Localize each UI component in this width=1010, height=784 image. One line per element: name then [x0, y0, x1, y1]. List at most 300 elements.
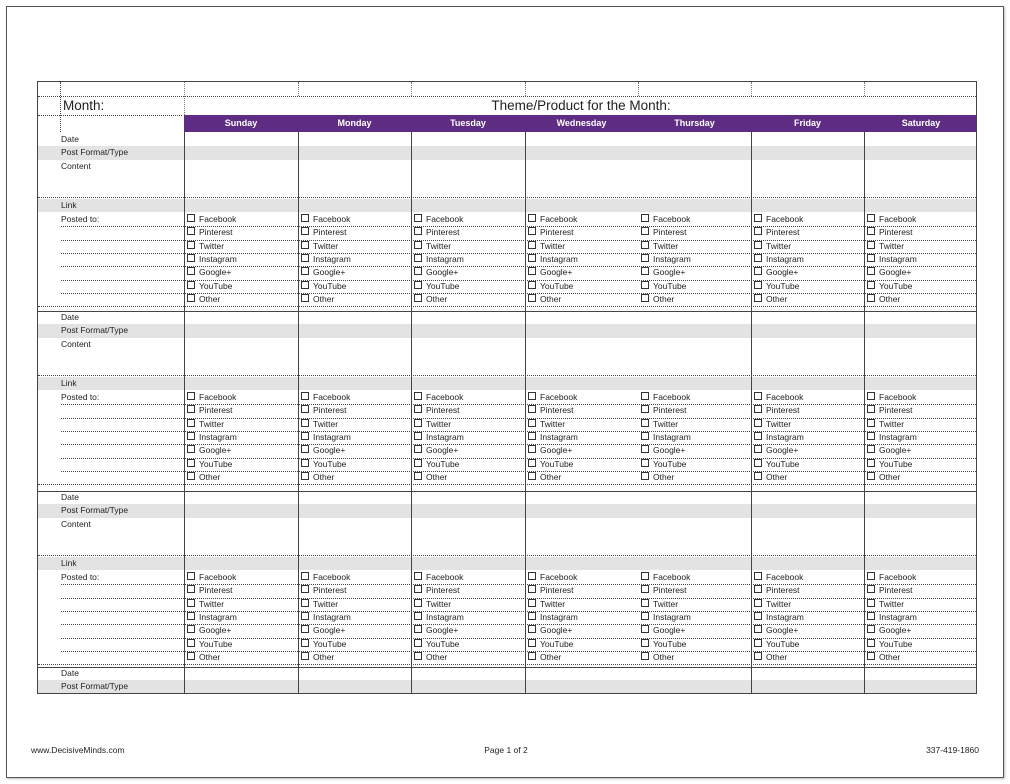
- checkbox-other[interactable]: [754, 293, 787, 306]
- checkbox-square-icon[interactable]: [187, 459, 195, 467]
- checkbox-square-icon[interactable]: [754, 419, 762, 427]
- checkbox-square-icon[interactable]: [641, 585, 649, 593]
- checkbox-square-icon[interactable]: [867, 639, 875, 647]
- checkbox-label: Twitter: [653, 418, 679, 429]
- checkbox-square-icon[interactable]: [187, 639, 195, 647]
- checkbox-other[interactable]: [187, 471, 220, 484]
- checkbox-square-icon[interactable]: [187, 599, 195, 607]
- checkbox-square-icon[interactable]: [414, 214, 422, 222]
- checkbox-square-icon[interactable]: [301, 599, 309, 607]
- checkbox-square-icon[interactable]: [301, 639, 309, 647]
- checkbox-youtube[interactable]: [301, 280, 346, 293]
- checkbox-other[interactable]: [641, 293, 674, 306]
- checkbox-square-icon[interactable]: [528, 214, 536, 222]
- checkbox-square-icon[interactable]: [414, 419, 422, 427]
- checkbox-youtube[interactable]: [187, 458, 232, 471]
- checkbox-square-icon[interactable]: [414, 459, 422, 467]
- checkbox-facebook[interactable]: [414, 391, 463, 404]
- checkbox-facebook[interactable]: [754, 571, 803, 584]
- checkbox-square-icon[interactable]: [187, 572, 195, 580]
- checkbox-google-plus[interactable]: [641, 266, 685, 279]
- checkbox-square-icon[interactable]: [187, 652, 195, 660]
- checkbox-other[interactable]: [867, 293, 900, 306]
- checkbox-square-icon[interactable]: [528, 599, 536, 607]
- checkbox-twitter[interactable]: [187, 598, 224, 611]
- checkbox-youtube[interactable]: [528, 458, 573, 471]
- checkbox-facebook[interactable]: [641, 213, 690, 226]
- checkbox-instagram[interactable]: [414, 611, 464, 624]
- checkbox-square-icon[interactable]: [301, 227, 309, 235]
- checkbox-facebook[interactable]: [528, 571, 577, 584]
- checkbox-youtube[interactable]: [187, 638, 232, 651]
- checkbox-youtube[interactable]: [414, 280, 459, 293]
- checkbox-square-icon[interactable]: [641, 405, 649, 413]
- checkbox-square-icon[interactable]: [187, 419, 195, 427]
- checkbox-pinterest[interactable]: [867, 404, 913, 417]
- checkbox-square-icon[interactable]: [754, 472, 762, 480]
- checkbox-square-icon[interactable]: [528, 294, 536, 302]
- checkbox-square-icon[interactable]: [528, 281, 536, 289]
- checkbox-square-icon[interactable]: [301, 392, 309, 400]
- checkbox-pinterest[interactable]: [187, 226, 233, 239]
- checkbox-square-icon[interactable]: [414, 254, 422, 262]
- checkbox-facebook[interactable]: [528, 213, 577, 226]
- checkbox-pinterest[interactable]: [301, 584, 347, 597]
- checkbox-square-icon[interactable]: [528, 459, 536, 467]
- checkbox-square-icon[interactable]: [414, 267, 422, 275]
- checkbox-youtube[interactable]: [641, 280, 686, 293]
- checkbox-pinterest[interactable]: [414, 404, 460, 417]
- checkbox-instagram[interactable]: [754, 431, 804, 444]
- checkbox-instagram[interactable]: [301, 253, 351, 266]
- checkbox-square-icon[interactable]: [414, 294, 422, 302]
- checkbox-square-icon[interactable]: [187, 254, 195, 262]
- checkbox-square-icon[interactable]: [867, 625, 875, 633]
- checkbox-square-icon[interactable]: [301, 612, 309, 620]
- checkbox-square-icon[interactable]: [867, 392, 875, 400]
- checkbox-youtube[interactable]: [867, 638, 912, 651]
- checkbox-square-icon[interactable]: [414, 625, 422, 633]
- checkbox-square-icon[interactable]: [301, 459, 309, 467]
- checkbox-square-icon[interactable]: [187, 227, 195, 235]
- checkbox-instagram[interactable]: [528, 611, 578, 624]
- checkbox-facebook[interactable]: [867, 391, 916, 404]
- checkbox-square-icon[interactable]: [528, 241, 536, 249]
- checkbox-youtube[interactable]: [301, 458, 346, 471]
- checkbox-square-icon[interactable]: [187, 432, 195, 440]
- checkbox-google-plus[interactable]: [414, 266, 458, 279]
- checkbox-other[interactable]: [301, 471, 334, 484]
- checkbox-square-icon[interactable]: [414, 639, 422, 647]
- checkbox-google-plus[interactable]: [414, 444, 458, 457]
- checkbox-youtube[interactable]: [641, 638, 686, 651]
- checkbox-square-icon[interactable]: [414, 572, 422, 580]
- checkbox-youtube[interactable]: [187, 280, 232, 293]
- checkbox-google-plus[interactable]: [754, 266, 798, 279]
- checkbox-twitter[interactable]: [187, 418, 224, 431]
- checkbox-youtube[interactable]: [867, 280, 912, 293]
- checkbox-facebook[interactable]: [301, 391, 350, 404]
- checkbox-square-icon[interactable]: [414, 445, 422, 453]
- checkbox-twitter[interactable]: [301, 418, 338, 431]
- checkbox-pinterest[interactable]: [414, 226, 460, 239]
- checkbox-square-icon[interactable]: [754, 241, 762, 249]
- checkbox-google-plus[interactable]: [528, 444, 572, 457]
- checkbox-facebook[interactable]: [301, 571, 350, 584]
- checkbox-facebook[interactable]: [867, 571, 916, 584]
- checkbox-google-plus[interactable]: [528, 624, 572, 637]
- checkbox-instagram[interactable]: [187, 253, 237, 266]
- checkbox-pinterest[interactable]: [301, 226, 347, 239]
- checkbox-square-icon[interactable]: [867, 241, 875, 249]
- checkbox-google-plus[interactable]: [641, 444, 685, 457]
- checkbox-pinterest[interactable]: [641, 584, 687, 597]
- checkbox-square-icon[interactable]: [528, 612, 536, 620]
- checkbox-pinterest[interactable]: [754, 584, 800, 597]
- checkbox-square-icon[interactable]: [301, 214, 309, 222]
- checkbox-google-plus[interactable]: [867, 266, 911, 279]
- checkbox-google-plus[interactable]: [867, 444, 911, 457]
- checkbox-youtube[interactable]: [301, 638, 346, 651]
- checkbox-square-icon[interactable]: [754, 572, 762, 580]
- checkbox-square-icon[interactable]: [641, 214, 649, 222]
- checkbox-square-icon[interactable]: [754, 652, 762, 660]
- checkbox-pinterest[interactable]: [414, 584, 460, 597]
- checkbox-square-icon[interactable]: [754, 267, 762, 275]
- checkbox-youtube[interactable]: [414, 638, 459, 651]
- checkbox-twitter[interactable]: [414, 240, 451, 253]
- checkbox-other[interactable]: [301, 651, 334, 664]
- checkbox-facebook[interactable]: [754, 391, 803, 404]
- checkbox-instagram[interactable]: [754, 611, 804, 624]
- checkbox-twitter[interactable]: [754, 598, 791, 611]
- label-column-divider: [60, 82, 61, 132]
- checkbox-instagram[interactable]: [301, 431, 351, 444]
- checkbox-twitter[interactable]: [301, 240, 338, 253]
- checkbox-instagram[interactable]: [414, 431, 464, 444]
- checkbox-square-icon[interactable]: [187, 267, 195, 275]
- checkbox-square-icon[interactable]: [414, 472, 422, 480]
- checkbox-square-icon[interactable]: [528, 585, 536, 593]
- checkbox-square-icon[interactable]: [414, 241, 422, 249]
- checkbox-square-icon[interactable]: [414, 281, 422, 289]
- checkbox-other[interactable]: [754, 651, 787, 664]
- content-row-label: Content: [61, 519, 91, 529]
- checkbox-twitter[interactable]: [187, 240, 224, 253]
- checkbox-other[interactable]: [414, 471, 447, 484]
- checkbox-square-icon[interactable]: [528, 432, 536, 440]
- checkbox-pinterest[interactable]: [187, 404, 233, 417]
- checkbox-twitter[interactable]: [528, 418, 565, 431]
- checkbox-square-icon[interactable]: [187, 585, 195, 593]
- checkbox-other[interactable]: [867, 471, 900, 484]
- checkbox-square-icon[interactable]: [301, 405, 309, 413]
- checkbox-other[interactable]: [528, 293, 561, 306]
- checkbox-square-icon[interactable]: [301, 472, 309, 480]
- checkbox-square-icon[interactable]: [301, 445, 309, 453]
- checkbox-square-icon[interactable]: [754, 432, 762, 440]
- checkbox-other[interactable]: [187, 651, 220, 664]
- checkbox-youtube[interactable]: [414, 458, 459, 471]
- checkbox-twitter[interactable]: [867, 598, 904, 611]
- checkbox-square-icon[interactable]: [641, 432, 649, 440]
- checkbox-facebook[interactable]: [187, 213, 236, 226]
- checkbox-square-icon[interactable]: [301, 572, 309, 580]
- checkbox-facebook[interactable]: [641, 571, 690, 584]
- checkbox-square-icon[interactable]: [414, 227, 422, 235]
- checkbox-facebook[interactable]: [187, 391, 236, 404]
- checkbox-square-icon[interactable]: [754, 254, 762, 262]
- checkbox-square-icon[interactable]: [187, 612, 195, 620]
- checkbox-other[interactable]: [641, 651, 674, 664]
- checkbox-square-icon[interactable]: [301, 241, 309, 249]
- checkbox-square-icon[interactable]: [528, 572, 536, 580]
- checkbox-square-icon[interactable]: [187, 214, 195, 222]
- checkbox-square-icon[interactable]: [867, 405, 875, 413]
- checkbox-square-icon[interactable]: [754, 392, 762, 400]
- checkbox-square-icon[interactable]: [301, 267, 309, 275]
- checkbox-other[interactable]: [187, 293, 220, 306]
- checkbox-square-icon[interactable]: [641, 227, 649, 235]
- checkbox-instagram[interactable]: [641, 253, 691, 266]
- checkbox-instagram[interactable]: [867, 253, 917, 266]
- checkbox-square-icon[interactable]: [867, 419, 875, 427]
- checkbox-pinterest[interactable]: [867, 226, 913, 239]
- checkbox-label: Google+: [879, 445, 912, 456]
- checkbox-twitter[interactable]: [301, 598, 338, 611]
- checkbox-twitter[interactable]: [867, 240, 904, 253]
- checkbox-square-icon[interactable]: [641, 419, 649, 427]
- checkbox-youtube[interactable]: [528, 280, 573, 293]
- checkbox-other[interactable]: [414, 651, 447, 664]
- checkbox-pinterest[interactable]: [754, 226, 800, 239]
- checkbox-youtube[interactable]: [641, 458, 686, 471]
- checkbox-pinterest[interactable]: [528, 404, 574, 417]
- checkbox-square-icon[interactable]: [754, 445, 762, 453]
- checkbox-square-icon[interactable]: [641, 392, 649, 400]
- checkbox-pinterest[interactable]: [641, 404, 687, 417]
- checkbox-other[interactable]: [528, 651, 561, 664]
- checkbox-square-icon[interactable]: [867, 294, 875, 302]
- checkbox-pinterest[interactable]: [187, 584, 233, 597]
- checkbox-google-plus[interactable]: [528, 266, 572, 279]
- checkbox-square-icon[interactable]: [301, 432, 309, 440]
- checkbox-twitter[interactable]: [867, 418, 904, 431]
- checkbox-google-plus[interactable]: [641, 624, 685, 637]
- checkbox-square-icon[interactable]: [867, 227, 875, 235]
- checkbox-pinterest[interactable]: [301, 404, 347, 417]
- checkbox-instagram[interactable]: [867, 611, 917, 624]
- checkbox-square-icon[interactable]: [301, 419, 309, 427]
- checkbox-square-icon[interactable]: [187, 625, 195, 633]
- checkbox-square-icon[interactable]: [641, 572, 649, 580]
- checkbox-square-icon[interactable]: [414, 585, 422, 593]
- checkbox-other[interactable]: [414, 293, 447, 306]
- checkbox-pinterest[interactable]: [641, 226, 687, 239]
- checkbox-square-icon[interactable]: [414, 405, 422, 413]
- checkbox-pinterest[interactable]: [528, 584, 574, 597]
- checkbox-facebook[interactable]: [754, 213, 803, 226]
- checkbox-other[interactable]: [641, 471, 674, 484]
- checkbox-square-icon[interactable]: [301, 652, 309, 660]
- checkbox-square-icon[interactable]: [754, 214, 762, 222]
- checkbox-square-icon[interactable]: [528, 267, 536, 275]
- checkbox-square-icon[interactable]: [754, 612, 762, 620]
- checkbox-instagram[interactable]: [528, 253, 578, 266]
- checkbox-google-plus[interactable]: [867, 624, 911, 637]
- checkbox-instagram[interactable]: [641, 611, 691, 624]
- checkbox-square-icon[interactable]: [867, 572, 875, 580]
- checkbox-google-plus[interactable]: [301, 444, 345, 457]
- checkbox-square-icon[interactable]: [641, 294, 649, 302]
- checkbox-square-icon[interactable]: [528, 472, 536, 480]
- checkbox-twitter[interactable]: [528, 598, 565, 611]
- checkbox-square-icon[interactable]: [754, 639, 762, 647]
- checkbox-square-icon[interactable]: [867, 585, 875, 593]
- checkbox-instagram[interactable]: [187, 611, 237, 624]
- checkbox-square-icon[interactable]: [867, 267, 875, 275]
- checkbox-square-icon[interactable]: [754, 227, 762, 235]
- checkbox-pinterest[interactable]: [754, 404, 800, 417]
- checkbox-instagram[interactable]: [187, 431, 237, 444]
- checkbox-square-icon[interactable]: [867, 599, 875, 607]
- checkbox-facebook[interactable]: [528, 391, 577, 404]
- checkbox-twitter[interactable]: [754, 418, 791, 431]
- checkbox-twitter[interactable]: [641, 598, 678, 611]
- checkbox-square-icon[interactable]: [641, 612, 649, 620]
- checkbox-square-icon[interactable]: [187, 445, 195, 453]
- checkbox-square-icon[interactable]: [641, 281, 649, 289]
- checkbox-square-icon[interactable]: [867, 612, 875, 620]
- checkbox-other[interactable]: [867, 651, 900, 664]
- checkbox-google-plus[interactable]: [187, 624, 231, 637]
- checkbox-square-icon[interactable]: [641, 267, 649, 275]
- checkbox-square-icon[interactable]: [867, 445, 875, 453]
- checkbox-facebook[interactable]: [301, 213, 350, 226]
- checkbox-twitter[interactable]: [414, 418, 451, 431]
- checkbox-square-icon[interactable]: [867, 254, 875, 262]
- checkbox-google-plus[interactable]: [301, 624, 345, 637]
- checkbox-square-icon[interactable]: [414, 392, 422, 400]
- checkbox-square-icon[interactable]: [641, 472, 649, 480]
- checkbox-square-icon[interactable]: [414, 599, 422, 607]
- checkbox-youtube[interactable]: [867, 458, 912, 471]
- checkbox-square-icon[interactable]: [187, 405, 195, 413]
- checkbox-square-icon[interactable]: [754, 281, 762, 289]
- checkbox-instagram[interactable]: [641, 431, 691, 444]
- checkbox-instagram[interactable]: [414, 253, 464, 266]
- checkbox-twitter[interactable]: [754, 240, 791, 253]
- checkbox-google-plus[interactable]: [414, 624, 458, 637]
- checkbox-twitter[interactable]: [528, 240, 565, 253]
- checkbox-square-icon[interactable]: [414, 612, 422, 620]
- checkbox-square-icon[interactable]: [754, 599, 762, 607]
- checkbox-square-icon[interactable]: [641, 241, 649, 249]
- checkbox-square-icon[interactable]: [301, 625, 309, 633]
- checkbox-youtube[interactable]: [754, 638, 799, 651]
- checkbox-square-icon[interactable]: [754, 585, 762, 593]
- checkbox-youtube[interactable]: [528, 638, 573, 651]
- checkbox-square-icon[interactable]: [867, 652, 875, 660]
- checkbox-square-icon[interactable]: [641, 459, 649, 467]
- checkbox-other[interactable]: [528, 471, 561, 484]
- checkbox-square-icon[interactable]: [641, 445, 649, 453]
- checkbox-square-icon[interactable]: [301, 281, 309, 289]
- checkbox-square-icon[interactable]: [187, 472, 195, 480]
- checkbox-other[interactable]: [301, 293, 334, 306]
- checkbox-pinterest[interactable]: [528, 226, 574, 239]
- checkbox-instagram[interactable]: [301, 611, 351, 624]
- checkbox-square-icon[interactable]: [867, 459, 875, 467]
- checkbox-square-icon[interactable]: [187, 281, 195, 289]
- checkbox-square-icon[interactable]: [867, 432, 875, 440]
- checkbox-instagram[interactable]: [528, 431, 578, 444]
- checkbox-google-plus[interactable]: [754, 624, 798, 637]
- checkbox-google-plus[interactable]: [301, 266, 345, 279]
- checkbox-square-icon[interactable]: [187, 294, 195, 302]
- checkbox-square-icon[interactable]: [754, 459, 762, 467]
- checkbox-square-icon[interactable]: [528, 419, 536, 427]
- checkbox-square-icon[interactable]: [867, 472, 875, 480]
- checkbox-square-icon[interactable]: [301, 294, 309, 302]
- checkbox-square-icon[interactable]: [528, 392, 536, 400]
- checkbox-google-plus[interactable]: [187, 266, 231, 279]
- checkbox-square-icon[interactable]: [641, 652, 649, 660]
- checkbox-youtube[interactable]: [754, 458, 799, 471]
- checkbox-twitter[interactable]: [641, 240, 678, 253]
- date-row: [38, 491, 976, 504]
- checkbox-square-icon[interactable]: [528, 405, 536, 413]
- checkbox-square-icon[interactable]: [528, 639, 536, 647]
- checkbox-square-icon[interactable]: [528, 652, 536, 660]
- checkbox-square-icon[interactable]: [528, 254, 536, 262]
- checkbox-instagram[interactable]: [867, 431, 917, 444]
- checkbox-square-icon[interactable]: [641, 639, 649, 647]
- checkbox-square-icon[interactable]: [187, 392, 195, 400]
- checkbox-square-icon[interactable]: [528, 227, 536, 235]
- checkbox-square-icon[interactable]: [867, 214, 875, 222]
- checkbox-twitter[interactable]: [641, 418, 678, 431]
- checkbox-square-icon[interactable]: [641, 254, 649, 262]
- checkbox-other[interactable]: [754, 471, 787, 484]
- checkbox-facebook[interactable]: [187, 571, 236, 584]
- checkbox-instagram[interactable]: [754, 253, 804, 266]
- checkbox-square-icon[interactable]: [528, 625, 536, 633]
- checkbox-twitter[interactable]: [414, 598, 451, 611]
- checkbox-square-icon[interactable]: [641, 625, 649, 633]
- checkbox-square-icon[interactable]: [754, 294, 762, 302]
- checkbox-square-icon[interactable]: [187, 241, 195, 249]
- checkbox-square-icon[interactable]: [754, 625, 762, 633]
- checkbox-square-icon[interactable]: [641, 599, 649, 607]
- checkbox-facebook[interactable]: [414, 213, 463, 226]
- checkbox-square-icon[interactable]: [754, 405, 762, 413]
- checkbox-square-icon[interactable]: [528, 445, 536, 453]
- checkbox-youtube[interactable]: [754, 280, 799, 293]
- checkbox-square-icon[interactable]: [301, 254, 309, 262]
- checkbox-google-plus[interactable]: [187, 444, 231, 457]
- checkbox-pinterest[interactable]: [867, 584, 913, 597]
- checkbox-label: Pinterest: [653, 405, 687, 416]
- checkbox-facebook[interactable]: [641, 391, 690, 404]
- checkbox-square-icon[interactable]: [301, 585, 309, 593]
- checkbox-google-plus[interactable]: [754, 444, 798, 457]
- checkbox-square-icon[interactable]: [414, 652, 422, 660]
- checkbox-facebook[interactable]: [867, 213, 916, 226]
- checkbox-facebook[interactable]: [414, 571, 463, 584]
- checkbox-square-icon[interactable]: [867, 281, 875, 289]
- checkbox-square-icon[interactable]: [414, 432, 422, 440]
